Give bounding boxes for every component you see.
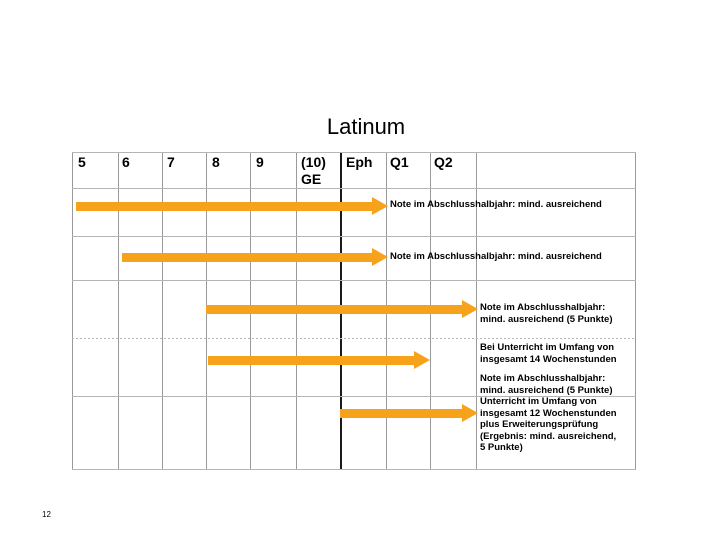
column-header-8: 8: [212, 154, 220, 170]
column-header-7: 7: [167, 154, 175, 170]
arrow-row-4: [208, 354, 430, 366]
column-header-10-ge: (10) GE: [301, 154, 326, 187]
grid-line: [635, 152, 636, 470]
column-header-5: 5: [78, 154, 86, 170]
note-row-4: Bei Unterricht im Umfang von insgesamt 14 Wochenstunden: [480, 342, 617, 365]
column-header-9: 9: [256, 154, 264, 170]
note-row-3: Note im Abschlusshalbjahr: mind. ausreichend (5 Punkte): [480, 302, 613, 325]
arrow-row-5: [340, 407, 478, 419]
column-header-eph: Eph: [346, 154, 373, 170]
grid-line: [72, 280, 636, 281]
note-row-5: Note im Abschlusshalbjahr: mind. ausreichend (5 Punkte) Unterricht im Umfang von insgesamt 12 Wochenstunden plus Erweiterungsprüfung (Ergebnis: mind. ausreichend, 5 Punkte): [480, 373, 617, 453]
page-number: 12: [42, 510, 51, 519]
grid-line: [72, 188, 636, 189]
arrow-row-1: [76, 200, 388, 212]
grid-line: [72, 152, 636, 153]
grid-line: [72, 338, 636, 339]
note-row-2: Note im Abschlusshalbjahr: mind. ausreichend: [390, 251, 602, 262]
column-header-q2: Q2: [434, 154, 453, 170]
arrow-row-3: [206, 303, 478, 315]
grid-line: [72, 236, 636, 237]
column-header-6: 6: [122, 154, 130, 170]
grid-line: [72, 152, 73, 470]
slide-title: Latinum: [326, 114, 406, 139]
note-row-1: Note im Abschlusshalbjahr: mind. ausreichend: [390, 199, 602, 210]
latinum-schedule-chart: [72, 152, 636, 470]
column-header-q1: Q1: [390, 154, 409, 170]
grid-line: [72, 469, 636, 470]
arrow-row-2: [122, 251, 388, 263]
